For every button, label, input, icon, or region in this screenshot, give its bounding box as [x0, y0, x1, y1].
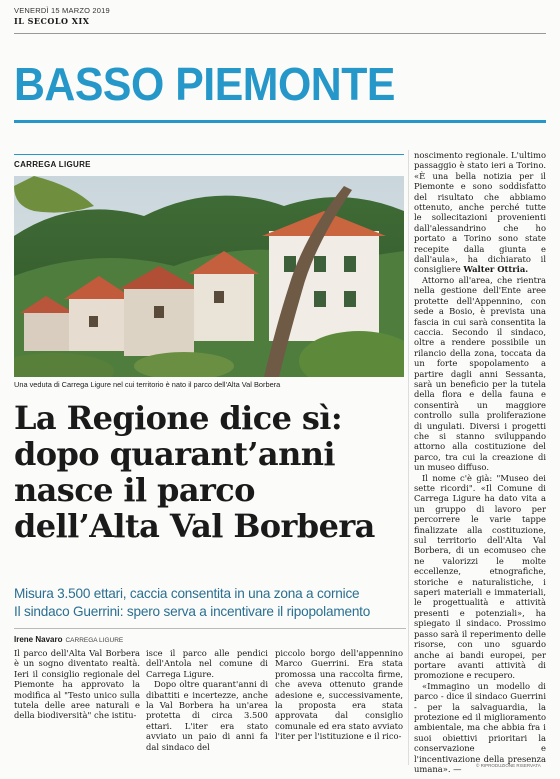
photo-caption: Una veduta di Carrega Ligure nel cui territorio è nato il parco dell'Alta Val Borbera [14, 380, 281, 389]
paragraph-text: noscimento regionale. L'ultimo passaggio è stato ieri a Torino. «È una bella notizia per il Piemonte e sono soddisfatto del risultato che abbiamo ottenuto, anche perché tutte le sollecitazioni provenienti dall'alessandrino che ho portato a Torino sono state recepite dalla giunta e dall'aula», ha dichiarato il consigliere [414, 150, 546, 275]
paragraph: piccolo borgo dell'appennino Marco Guerrini. Era stata promossa una raccolta firme, che aveva ottenuto grande adesione e, successivamente, la proposta era stata approvata dal consiglio comunale ed era stato avviato l'iter per l'istituzione e il rico- [275, 648, 403, 742]
author-name: Irene Navaro [14, 635, 63, 644]
masthead-rule [14, 33, 546, 34]
paragraph: Il parco dell'Alta Val Borbera è un sogno diventato realtà. Ieri il consiglio regionale del Piemonte ha approvato la modifica al "Testo unico sulla tutela delle aree naturali e della biodiversità" che istitu- [14, 648, 140, 721]
headline-line: La Regione dice sì: [14, 399, 343, 437]
paragraph [414, 150, 546, 275]
byline [14, 635, 123, 644]
headline-line: dell’Alta Val Borbera [14, 507, 375, 545]
masthead [14, 6, 546, 26]
article-photo [14, 176, 404, 377]
subheadline [14, 585, 406, 621]
section-rule [14, 120, 546, 123]
speaker-name: Walter Ottria. [463, 264, 529, 275]
subhead-line: Misura 3.500 ettari, caccia consentita in una zona a cornice [14, 586, 360, 601]
headline [14, 400, 406, 544]
paragraph: isce il parco alle pendici dell'Antola nel comune di Carrega Ligure. [146, 648, 268, 679]
body-column-1 [14, 648, 140, 721]
paragraph: Il nome c'è già: "Museo dei sette ricordi". «Il Comune di Carrega Ligure ha dato vita a un gruppo di lavoro per percorrere le varie tappe finalizzate alla costituzione, sul territorio dell'Alta Val Borbera, di un ecomuseo che ne valorizzi le molte eccellenze, etnografiche, storiche e naturalistiche, i saperi materiali e immateriali, le progettualità e attività presenti e potenziali», ha spiegato il sindaco. Prossimo passo sarà il reperimento delle risorse, con uno sguardo anche ai bandi europei, per portare avanti attività di promozione e recupero. [414, 472, 546, 681]
byline-place: CARREGA LIGURE [65, 637, 124, 644]
body-column-3 [275, 648, 403, 742]
kicker-rule [14, 154, 404, 155]
headline-line: dopo quarant’anni [14, 435, 335, 473]
issue-date: VENERDÌ 15 MARZO 2019 [14, 6, 110, 15]
copyright-notice: © RIPRODUZIONE RISERVATA [476, 763, 541, 768]
paragraph: Dopo oltre quarant'anni di dibattiti e incertezze, anche la Val Borbera ha un'area protetta di circa 3.500 ettari. L'iter era stato avviato un paio di anni fa dal sindaco del [146, 679, 268, 752]
body-column-2 [146, 648, 268, 752]
paragraph: «Immagino un modello di parco - dice il sindaco Guerrini - per la salvaguardia, la protezione ed il miglioramento ambientale, ma che abbia fra i suoi obiettivi prioritari la conservazione e l'incentivazione della presenza umana». — [414, 680, 546, 774]
byline-rule [14, 628, 406, 629]
paragraph: Attorno all'area, che rientra nella gestione dell'Ente aree protette dell'Appennino, con sede a Bosio, è prevista una fascia in cui sarà consentita la caccia. Secondo il sindaco, oltre a rendere possibile un rilancio della zona, toccata da un forte spopolamento a partire dagli anni Sessanta, sarà un beneficio per la tutela della flora e della fauna e consentirà un maggiore controllo sulla proliferazione di ungulati. Diversi i progetti che si stanno sviluppando attorno alla costituzione del parco, tra cui la creazione di un museo diffuso. [414, 274, 546, 473]
subhead-line: Il sindaco Guerrini: spero serva a incentivare il ripopolamento [14, 604, 371, 619]
column-divider [408, 150, 409, 765]
headline-line: nasce il parco [14, 471, 255, 509]
newspaper-name: IL SECOLO XIX [14, 16, 90, 26]
body-column-4 [414, 150, 546, 774]
section-title: BASSO PIEMONTE [14, 58, 395, 110]
kicker: CARREGA LIGURE [14, 160, 91, 169]
